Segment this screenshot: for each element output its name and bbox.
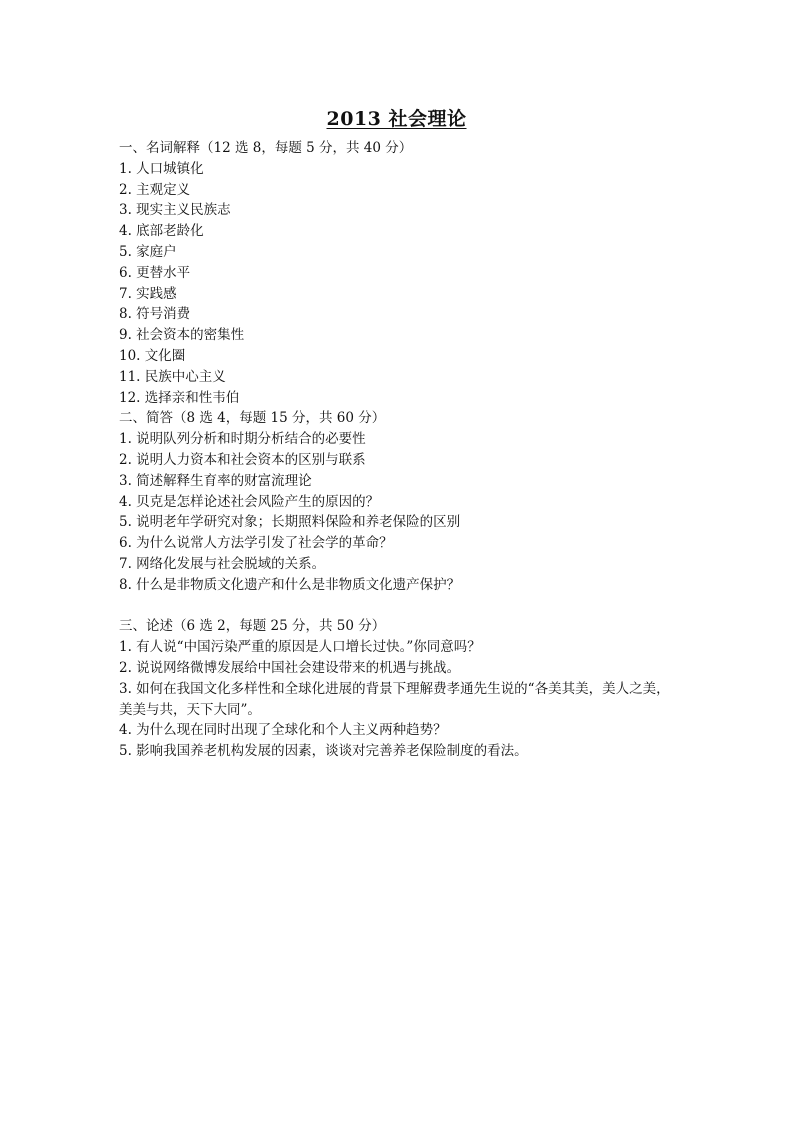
list-item: 1. 有人说“中国污染严重的原因是人口增长过快。”你同意吗？ bbox=[119, 639, 481, 656]
list-item: 2. 说说网络微博发展给中国社会建设带来的机遇与挑战。 bbox=[119, 659, 461, 676]
list-item: 3. 如何在我国文化多样性和全球化进展的背景下理解费孝通先生说的“各美其美，美人之美， bbox=[119, 680, 670, 697]
document-body bbox=[119, 138, 679, 762]
list-item: 6. 更替水平 bbox=[119, 264, 191, 281]
section-spacer bbox=[119, 596, 679, 617]
list-item: 5. 说明老年学研究对象；长期照料保险和养老保险的区别 bbox=[119, 514, 461, 531]
list-item: 8. 什么是非物质文化遗产和什么是非物质文化遗产保护？ bbox=[119, 576, 461, 593]
list-item: 3. 现实主义民族志 bbox=[119, 202, 231, 219]
section2-heading: 二、简答（8 选 4，每题 15 分，共 60 分） bbox=[119, 410, 386, 427]
list-item: 7. 实践感 bbox=[119, 285, 177, 302]
list-item: 12. 选择亲和性韦伯 bbox=[119, 389, 240, 406]
list-item: 1. 说明队列分析和时期分析结合的必要性 bbox=[119, 431, 366, 448]
list-item: 11. 民族中心主义 bbox=[119, 368, 226, 385]
list-item: 4. 为什么现在同时出现了全球化和个人主义两种趋势？ bbox=[119, 722, 447, 739]
list-item: 4. 底部老龄化 bbox=[119, 223, 204, 240]
list-item: 2. 说明人力资本和社会资本的区别与联系 bbox=[119, 451, 366, 468]
list-item: 4. 贝克是怎样论述社会风险产生的原因的？ bbox=[119, 493, 380, 510]
list-item-continuation: 美美与共，天下大同”。 bbox=[119, 701, 261, 718]
section3-heading: 三、论述（6 选 2，每题 25 分，共 50 分） bbox=[119, 618, 386, 635]
list-item: 7. 网络化发展与社会脱域的关系。 bbox=[119, 555, 326, 572]
list-item: 6. 为什么说常人方法学引发了社会学的革命？ bbox=[119, 535, 393, 552]
list-item: 1. 人口城镇化 bbox=[119, 160, 204, 177]
list-item: 9. 社会资本的密集性 bbox=[119, 327, 245, 344]
list-item: 2. 主观定义 bbox=[119, 181, 191, 198]
list-item: 5. 家庭户 bbox=[119, 243, 177, 260]
document-title: 2013 社会理论 bbox=[326, 108, 467, 130]
list-item: 10. 文化圈 bbox=[119, 347, 186, 364]
list-item: 3. 简述解释生育率的财富流理论 bbox=[119, 472, 312, 489]
list-item: 8. 符号消费 bbox=[119, 306, 191, 323]
list-item: 5. 影响我国养老机构发展的因素，谈谈对完善养老保险制度的看法。 bbox=[119, 743, 528, 760]
section1-heading: 一、名词解释（12 选 8，每题 5 分，共 40 分） bbox=[119, 140, 413, 156]
